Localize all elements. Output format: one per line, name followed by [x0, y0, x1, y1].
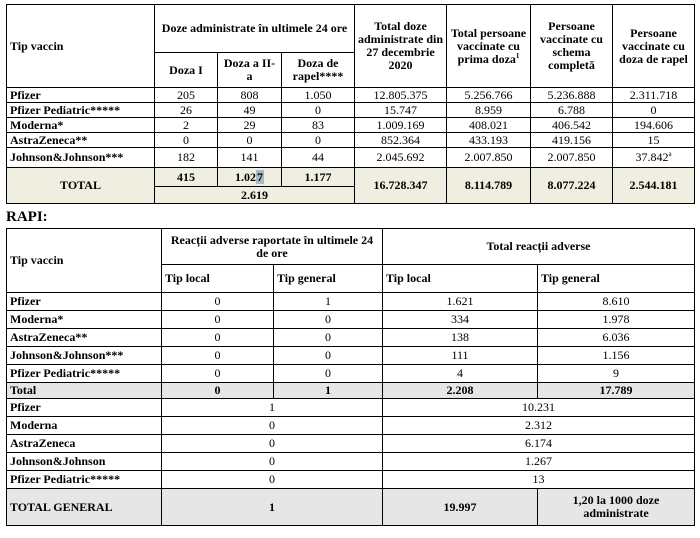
cell-total-doses: 12.805.375: [355, 88, 447, 103]
cell-dose-3: 1.050: [282, 88, 355, 103]
cell-sum-total: 1.267: [383, 453, 695, 471]
cell-sum-24h: 0: [162, 435, 383, 453]
table-row: [7, 293, 695, 311]
cell-booster: 0: [613, 103, 695, 118]
cell-sum-24h: 1: [162, 399, 383, 417]
row-label: Johnson&Johnson***: [7, 148, 155, 168]
cell-local-total: 1.621: [383, 293, 538, 311]
total-dose-1: 415: [155, 168, 218, 187]
cell-sum-total: 6.174: [383, 435, 695, 453]
cell-complete: 419.156: [531, 133, 613, 148]
row-label: Pfizer: [7, 88, 155, 103]
cell-sum-24h: 0: [162, 453, 383, 471]
vaccination-table: [6, 4, 695, 204]
total-24h-sum: 2.619: [155, 187, 355, 204]
row-label: Pfizer: [7, 293, 162, 311]
table-row: [7, 88, 695, 103]
total-dose-3: 1.177: [282, 168, 355, 187]
grand-total-label: TOTAL GENERAL: [7, 489, 162, 526]
cell-dose-2: 0: [218, 133, 282, 148]
cell-dose-1: 2: [155, 118, 218, 133]
row-label: Johnson&Johnson: [7, 453, 162, 471]
cell-dose-3: 0: [282, 133, 355, 148]
cell-first-dose: 433.193: [447, 133, 531, 148]
cell-booster: 37.842$^a$: [613, 148, 695, 168]
cell-general-total: 1.978: [538, 311, 695, 329]
cell-local-24h: 0: [162, 365, 274, 383]
cell-local-24h: 0: [162, 347, 274, 365]
col-header-complete: Persoane vaccinate cu schema completă: [531, 5, 613, 88]
row-label: Moderna*: [7, 311, 162, 329]
cell-general-total: 1.156: [538, 347, 695, 365]
grand-total-rate: 1,20 la 1000 doze administrate: [538, 489, 695, 526]
col-header-general-total: Tip general: [538, 265, 695, 293]
total-local-24h: 0: [162, 383, 274, 399]
cell-dose-2: 808: [218, 88, 282, 103]
cell-local-total: 138: [383, 329, 538, 347]
cell-total-doses: 2.045.692: [355, 148, 447, 168]
cell-general-24h: 0: [274, 347, 383, 365]
cell-dose-2: 29: [218, 118, 282, 133]
cell-general-24h: 0: [274, 365, 383, 383]
total-label: TOTAL: [7, 168, 155, 204]
col-header-total: Total reacții adverse: [383, 229, 695, 265]
adverse-reactions-table: [6, 228, 695, 526]
cell-total-doses: 1.009.169: [355, 118, 447, 133]
col-header-doses-24h: Doze administrate în ultimele 24 ore: [155, 5, 355, 53]
col-header-dose-3: Doza de rapel****: [282, 53, 355, 88]
sum-row: [7, 471, 695, 489]
table-row: [7, 118, 695, 133]
total-general-total: 17.789: [538, 383, 695, 399]
cell-dose-2: 49: [218, 103, 282, 118]
cell-complete: 2.007.850: [531, 148, 613, 168]
cell-sum-total: 2.312: [383, 417, 695, 435]
cell-local-24h: 0: [162, 293, 274, 311]
col-header-dose-2: Doza a II-a: [218, 53, 282, 88]
row-label: Pfizer Pediatric*****: [7, 365, 162, 383]
cell-local-total: 334: [383, 311, 538, 329]
row-label: Pfizer Pediatric*****: [7, 103, 155, 118]
row-label: Pfizer Pediatric*****: [7, 471, 162, 489]
sum-row: [7, 399, 695, 417]
cell-local-24h: 0: [162, 311, 274, 329]
cell-dose-3: 44: [282, 148, 355, 168]
cell-complete: 406.542: [531, 118, 613, 133]
cell-booster: 2.311.718: [613, 88, 695, 103]
cell-booster: 15: [613, 133, 695, 148]
row-label: AstraZeneca**: [7, 133, 155, 148]
total-local-total: 2.208: [383, 383, 538, 399]
row-label: AstraZeneca: [7, 435, 162, 453]
col-header-local-total: Tip local: [383, 265, 538, 293]
col-header-general-24h: Tip general: [274, 265, 383, 293]
cell-dose-1: 182: [155, 148, 218, 168]
cell-complete: 5.236.888: [531, 88, 613, 103]
cell-sum-total: 10.231: [383, 399, 695, 417]
total-dose-2: 1.027: [218, 168, 282, 187]
cell-dose-2: 141: [218, 148, 282, 168]
row-label: Pfizer: [7, 399, 162, 417]
cell-first-dose: 408.021: [447, 118, 531, 133]
row-label: Johnson&Johnson***: [7, 347, 162, 365]
cell-dose-3: 0: [282, 103, 355, 118]
col-header-total-doses: Total doze administrate din 27 decembrie 2020: [355, 5, 447, 88]
total-first-dose: 8.114.789: [447, 168, 531, 204]
cell-general-24h: 1: [274, 293, 383, 311]
sum-row: [7, 417, 695, 435]
grand-total-24h: 1: [162, 489, 383, 526]
cell-general-24h: 0: [274, 311, 383, 329]
table-row: [7, 148, 695, 168]
table-row: [7, 365, 695, 383]
cell-local-total: 4: [383, 365, 538, 383]
cell-general-total: 6.036: [538, 329, 695, 347]
cell-dose-3: 83: [282, 118, 355, 133]
section-title: RAPI:: [6, 209, 48, 225]
col-header-first-dose: Total persoane vaccinate cu prima doza$^1$: [447, 5, 531, 88]
cell-general-24h: 0: [274, 329, 383, 347]
cell-dose-1: 26: [155, 103, 218, 118]
row-label: Total: [7, 383, 162, 399]
cell-general-total: 8.610: [538, 293, 695, 311]
cell-local-24h: 0: [162, 329, 274, 347]
cell-dose-1: 0: [155, 133, 218, 148]
table-row: [7, 311, 695, 329]
col-header-24h: Reacții adverse raportate în ultimele 24 de ore: [162, 229, 383, 265]
row-label: AstraZeneca**: [7, 329, 162, 347]
cell-sum-24h: 0: [162, 417, 383, 435]
grand-total-total: 19.997: [383, 489, 538, 526]
cell-total-doses: 852.364: [355, 133, 447, 148]
cell-total-doses: 15.747: [355, 103, 447, 118]
total-general-24h: 1: [274, 383, 383, 399]
table-row: [7, 347, 695, 365]
cell-booster: 194.606: [613, 118, 695, 133]
cell-sum-total: 13: [383, 471, 695, 489]
sum-row: [7, 435, 695, 453]
total-booster: 2.544.181: [613, 168, 695, 204]
cell-first-dose: 2.007.850: [447, 148, 531, 168]
total-total-doses: 16.728.347: [355, 168, 447, 204]
col-header-dose-1: Doza I: [155, 53, 218, 88]
total-row: [7, 168, 695, 187]
total-complete: 8.077.224: [531, 168, 613, 204]
cell-sum-24h: 0: [162, 471, 383, 489]
sum-row: [7, 453, 695, 471]
col-header-type: Tip vaccin: [7, 5, 155, 88]
row-label: Moderna: [7, 417, 162, 435]
cell-first-dose: 8.959: [447, 103, 531, 118]
cell-complete: 6.788: [531, 103, 613, 118]
cell-dose-1: 205: [155, 88, 218, 103]
row-label: Moderna*: [7, 118, 155, 133]
table-row: [7, 103, 695, 118]
col-header-local-24h: Tip local: [162, 265, 274, 293]
cell-local-total: 111: [383, 347, 538, 365]
col-header-booster: Persoane vaccinate cu doza de rapel: [613, 5, 695, 88]
table-row: [7, 329, 695, 347]
col-header-type: Tip vaccin: [7, 229, 162, 293]
cell-first-dose: 5.256.766: [447, 88, 531, 103]
cell-general-total: 9: [538, 365, 695, 383]
grand-total-row: [7, 489, 695, 526]
total-row: [7, 383, 695, 399]
table-row: [7, 133, 695, 148]
